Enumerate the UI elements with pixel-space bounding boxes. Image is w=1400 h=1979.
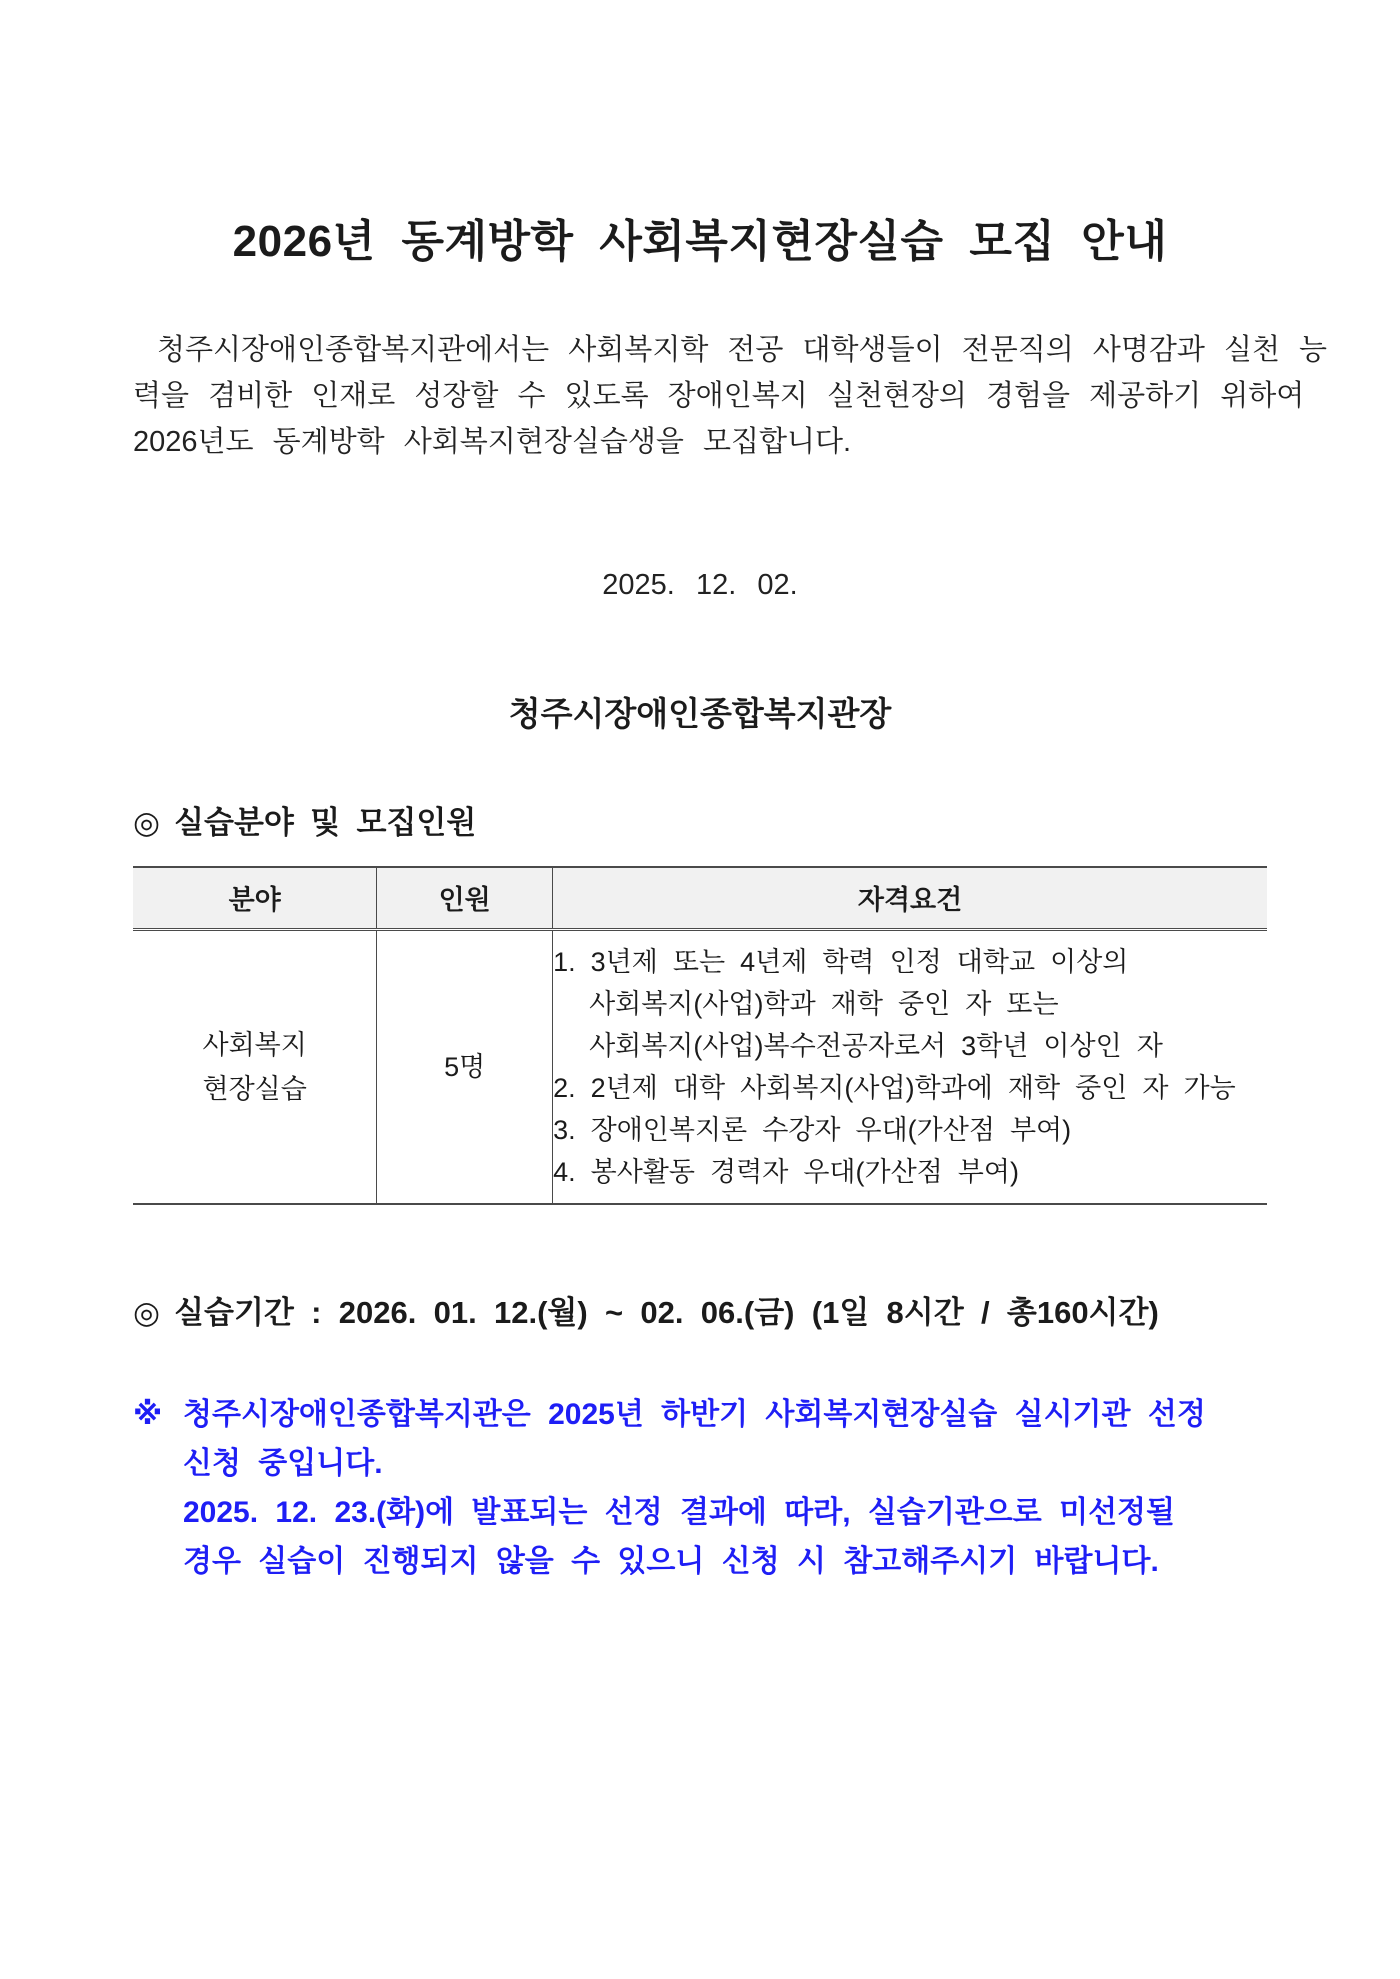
intro-line: 력을 겸비한 인재로 성장할 수 있도록 장애인복지 실천현장의 경험을 제공하기 위하여 [133,380,1305,412]
table-header-count: 인원 [377,867,553,929]
notice-line: 신청 중입니다. [183,1446,383,1480]
qualification-line: 1. 3년제 또는 4년제 학력 인정 대학교 이상의 [553,946,1129,977]
field-line: 사회복지 [202,1029,307,1060]
notice-block [133,1390,1267,1586]
notice-line: 경우 실습이 진행되지 않을 수 있으니 신청 시 참고해주시기 바랍니다. [183,1544,1159,1578]
practice-period-text: 실습기간 : 2026. 01. 12.(월) ~ 02. 06.(금) (1일 8시간 / 총160시간) [174,1294,1159,1330]
table-row [133,929,1267,1204]
notice-line: 청주시장애인종합복지관은 2025년 하반기 사회복지현장실습 실시기관 선정 [183,1397,1206,1431]
notice-line: 2025. 12. 23.(화)에 발표되는 선정 결과에 따라, 실습기관으로 미선정될 [183,1495,1176,1529]
table-header-qualification: 자격요건 [553,867,1267,929]
table-header-field: 분야 [133,867,377,929]
notice-lines [183,1390,1267,1586]
cell-qualifications [553,929,1267,1204]
field-line: 현장실습 [202,1073,307,1104]
practice-period-line [133,1287,1267,1332]
cell-field [133,929,377,1204]
signature-line: 청주시장애인종합복지관장 [508,695,892,732]
cell-count: 5명 [377,929,553,1204]
table-header-row [133,867,1267,929]
reference-mark-icon: ※ [133,1397,163,1431]
section-marker-icon: ◎ [133,805,161,840]
section-heading-label: 실습분야 및 모집인원 [174,805,477,840]
document-date: 2025. 12. 02. [602,569,798,601]
section-marker-icon: ◎ [133,1294,161,1330]
qualification-line: 4. 봉사활동 경력자 우대(가산점 부여) [553,1156,1019,1187]
page-title: 2026년 동계방학 사회복지현장실습 모집 안내 [232,217,1168,266]
section-heading-recruit [133,797,1267,842]
qualification-line: 사회복지(사업)학과 재학 중인 자 또는 [589,988,1059,1019]
qualification-line: 사회복지(사업)복수전공자로서 3학년 이상인 자 [589,1030,1163,1061]
intro-line: 2026년도 동계방학 사회복지현장실습생을 모집합니다. [133,426,852,458]
intro-paragraph [133,327,1328,465]
qualification-line: 2. 2년제 대학 사회복지(사업)학과에 재학 중인 자 가능 [553,1072,1236,1103]
intro-line: 청주시장애인종합복지관에서는 사회복지학 전공 대학생들이 전문직의 사명감과 실천 능 [157,334,1328,366]
qualification-line: 3. 장애인복지론 수강자 우대(가산점 부여) [553,1114,1072,1145]
recruit-table [133,866,1267,1205]
